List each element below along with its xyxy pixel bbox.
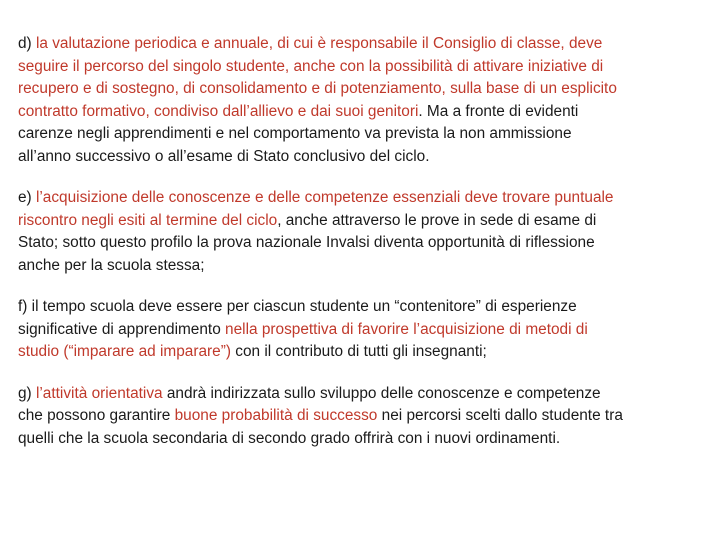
text-segment: all’anno successivo o all’esame di Stato conclusivo del ciclo.: [18, 147, 430, 165]
text-segment: anche per la scuola stessa;: [18, 256, 205, 274]
text-segment: nei percorsi scelti dallo studente tra: [377, 407, 623, 424]
text-line: [18, 383, 708, 406]
text-segment: , anche attraverso le prove in sede di esame di: [277, 211, 597, 229]
text-line: [18, 296, 708, 319]
text-segment: quelli che la scuola secondaria di secondo grado offrirà con i nuovi ordinamenti.: [18, 429, 561, 447]
text-line: [18, 33, 708, 56]
highlighted-text: l’attività orientativa: [35, 384, 163, 402]
text-line: [18, 146, 708, 169]
text-line: [18, 341, 708, 364]
text-segment: g): [18, 384, 36, 402]
text-line: [18, 123, 708, 146]
highlighted-text: studio (“imparare ad imparare”): [18, 343, 231, 360]
text-line: [18, 187, 708, 210]
text-segment: f) il tempo scuola deve essere per ciascun studente un “contenitore” di esperienze: [18, 298, 577, 315]
text-line: [18, 210, 708, 233]
text-segment: con il contributo di tutti gli insegnanti;: [230, 343, 487, 360]
highlighted-text: seguire il percorso del singolo studente, anche con la possibilità di attivare iniziative di: [18, 57, 604, 75]
text-segment: che possono garantire: [18, 407, 175, 424]
text-segment: e): [18, 189, 36, 206]
text-segment: Stato; sotto questo profilo la prova nazionale Invalsi diventa opportunità di riflessione: [18, 234, 595, 251]
highlighted-text: riscontro negli esiti al termine del ciclo: [18, 211, 278, 229]
highlighted-text: nella prospettiva di favorire l’acquisizione di metodi di: [225, 320, 588, 338]
highlighted-text: la valutazione periodica e annuale, di cui è responsabile il Consiglio di classe, deve: [35, 35, 603, 52]
highlighted-text: buone probabilità di successo: [174, 407, 378, 424]
paragraph-e: [18, 187, 708, 277]
highlighted-text: contratto formativo, condiviso dall’allievo e dai suoi genitori: [18, 102, 419, 120]
text-segment: andrà indirizzata sullo sviluppo delle conoscenze e competenze: [162, 384, 601, 402]
document-body: [18, 33, 708, 469]
text-line: [18, 101, 708, 124]
text-segment: . Ma a fronte di evidenti: [418, 102, 579, 120]
text-segment: d): [18, 35, 36, 52]
paragraph-g: [18, 383, 708, 451]
text-line: [18, 319, 708, 342]
highlighted-text: recupero e di sostegno, di consolidamento e di potenziamento, sulla base di un esplicito: [18, 80, 617, 97]
text-line: [18, 56, 708, 79]
paragraph-f: [18, 296, 708, 364]
text-line: [18, 255, 708, 278]
text-line: [18, 405, 708, 428]
text-line: [18, 428, 708, 451]
text-line: [18, 232, 708, 255]
paragraph-d: [18, 33, 708, 168]
text-segment: carenze negli apprendimenti e nel comportamento va prevista la non ammissione: [18, 125, 572, 142]
text-line: [18, 78, 708, 101]
highlighted-text: l’acquisizione delle conoscenze e delle competenze essenziali deve trovare puntuale: [35, 189, 614, 206]
text-segment: significative di apprendimento: [18, 320, 226, 338]
